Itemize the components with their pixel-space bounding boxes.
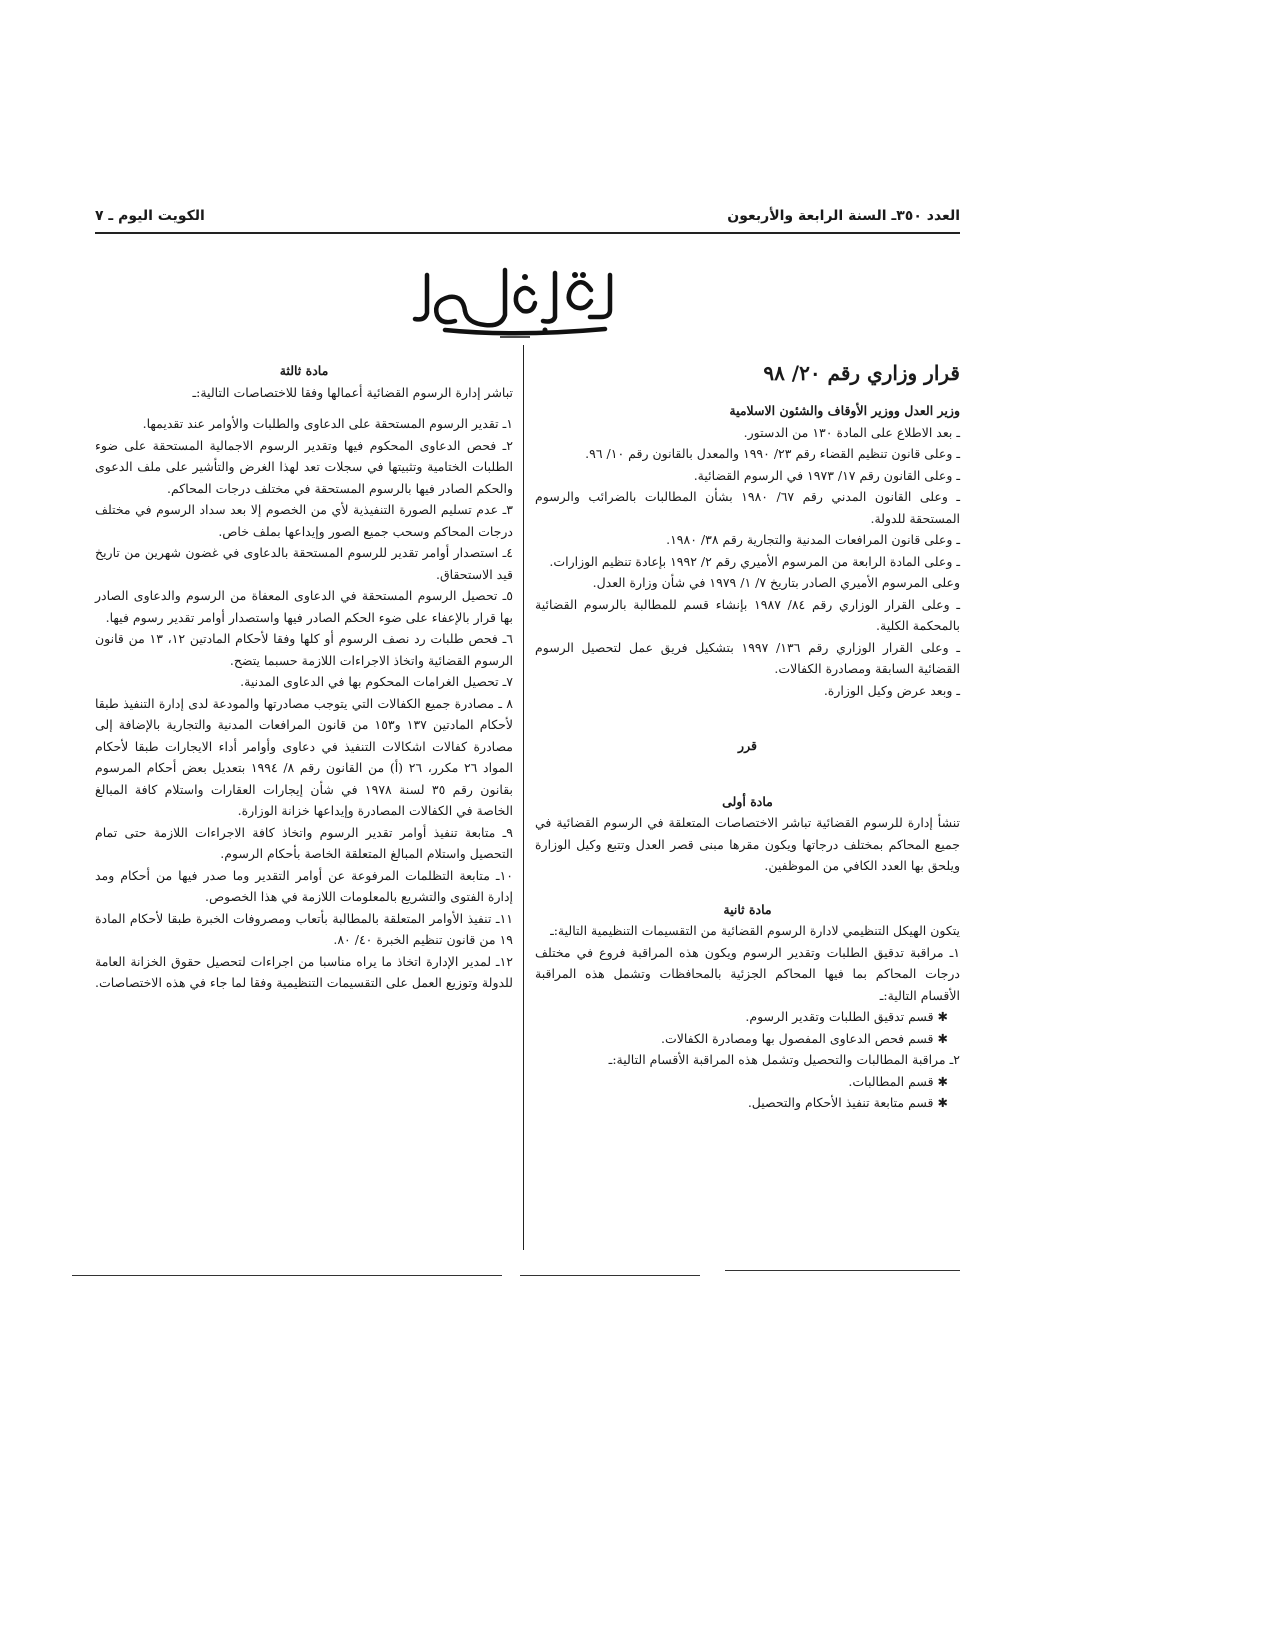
publication-header: الكويت اليوم ـ ٧ bbox=[95, 208, 205, 224]
article-3-item: ١٢ـ لمدير الإدارة اتخاذ ما يراه مناسبا من اجراءات لتحصيل حقوق الخزانة العامة للدولة وتوزيع العمل على التقسيمات التنظيمية وفقا لما جاء في هذه الاختصاصات. bbox=[95, 953, 513, 990]
decree-title: قرار وزاري رقم ٢٠/ ٩٨ bbox=[763, 361, 960, 385]
right-column bbox=[535, 360, 960, 1114]
decree-intro: وزير العدل ووزير الأوقاف والشئون الاسلامية bbox=[729, 403, 960, 418]
footer-divider bbox=[72, 1275, 502, 1276]
section-label: قسم متابعة تنفيذ الأحكام والتحصيل. bbox=[747, 1095, 934, 1110]
article-1-heading: مادة أولى bbox=[722, 793, 773, 809]
recital: ـ وعلى المادة الرابعة من المرسوم الأميري رقم ٢/ ١٩٩٢ بإعادة تنظيم الوزارات. bbox=[549, 553, 960, 569]
recital: ـ وعلى قانون تنظيم القضاء رقم ٢٣/ ١٩٩٠ والمعدل بالقانون رقم ١٠/ ٩٦. bbox=[585, 446, 960, 461]
article-3-item: ٧ـ تحصيل الغرامات المحكوم بها في الدعاوى المدنية. bbox=[240, 674, 513, 689]
article-3-heading: مادة ثالثة bbox=[279, 363, 329, 378]
resolved-heading: قرر bbox=[738, 738, 757, 753]
left-column bbox=[95, 360, 513, 994]
section-bullet bbox=[535, 1071, 960, 1093]
section-bullet bbox=[535, 1006, 960, 1028]
section-label: قسم فحص الدعاوى المفصول بها ومصادرة الكفالات. bbox=[660, 1030, 934, 1046]
article-2-item-2: ٢ـ مراقبة المطالبات والتحصيل وتشمل هذه المراقبة الأقسام التالية:ـ bbox=[608, 1052, 960, 1067]
recital: وعلى المرسوم الأميري الصادر بتاريخ ٧/ ١/ ١٩٧٩ في شأن وزارة العدل. bbox=[592, 575, 960, 590]
recital: ـ وعلى القانون رقم ١٧/ ١٩٧٣ في الرسوم القضائية. bbox=[693, 467, 960, 483]
section-label: قسم تدقيق الطلبات وتقدير الرسوم. bbox=[745, 1009, 934, 1024]
recital: ـ وعلى القرار الوزاري رقم ٨٤/ ١٩٨٧ بإنشاء قسم للمطالبة بالرسوم القضائية بالمحكمة الكلية. bbox=[535, 596, 961, 633]
article-3-item: ١١ـ تنفيذ الأوامر المتعلقة بالمطالبة بأتعاب ومصروفات الخبرة طبقا لأحكام المادة ١٩ من قانون تنظيم الخبرة ٤٠/ ٨٠. bbox=[95, 910, 513, 947]
section-bullet bbox=[535, 1092, 960, 1114]
asterisk-bullet-icon: ✱ bbox=[933, 1009, 948, 1024]
section-label: قسم المطالبات. bbox=[848, 1073, 934, 1089]
column-divider bbox=[523, 345, 524, 1250]
article-3-item: ٢ـ فحص الدعاوى المحكوم فيها وتقدير الرسوم الاجمالية المستحقة على ضوء الطلبات الختامية وتثبيتها في سجلات تعد لهذا الغرض والتأشير على ملف الدعوى والحكم الصادر فيها بالرسوم المستحقة في مختلف درجات المحاكم. bbox=[95, 437, 513, 496]
issue-header: العدد ٣٥٠ـ السنة الرابعة والأربعون bbox=[727, 208, 960, 224]
recital: ـ وعلى قانون المرافعات المدنية والتجارية رقم ٣٨/ ١٩٨٠. bbox=[666, 532, 960, 547]
asterisk-bullet-icon: ✱ bbox=[933, 1073, 948, 1089]
article-3-item: ٨ ـ مصادرة جميع الكفالات التي يتوجب مصادرتها والمودعة لدى إدارة التنفيذ طبقا لأحكام المادتين ١٣٧ و١٥٣ من قانون المرافعات المدنية والتجارية بالإضافة إلى مصادرة كفالات اشكالات التنفيذ في دعاوى وأوامر أداء الايجارات طبقا لأحكام المواد ٢٦ مكرر، ٢٦ (أ) من القانون رقم ٨/ ١٩٩٤ بتعديل بعض أحكام المرسوم بقانون رقم ٣٥ لسنة ١٩٧٨ في شأن إيجارات العقارات واستلام كافة المبالغ الخاصة في الكفالات المصادرة وإيداعها خزانة الوزارة. bbox=[95, 695, 514, 818]
article-3-item: ١ـ تقدير الرسوم المستحقة على الدعاوى والطلبات والأوامر عند تقديمها. bbox=[142, 416, 513, 431]
article-2-text: يتكون الهيكل التنظيمي لادارة الرسوم القضائية من التقسيمات التنظيمية التالية:ـ bbox=[550, 923, 960, 938]
article-3-item: ٩ـ متابعة تنفيذ أوامر تقدير الرسوم واتخاذ كافة الاجراءات اللازمة حتى تمام التحصيل واستلام المبالغ المتعلقة الخاصة بأحكام الرسوم. bbox=[95, 824, 513, 861]
footer-divider bbox=[520, 1275, 700, 1276]
recital: ـ بعد الاطلاع على المادة ١٣٠ من الدستور. bbox=[743, 424, 960, 440]
footer-divider bbox=[725, 1270, 960, 1271]
article-2-heading: مادة ثانية bbox=[723, 901, 772, 917]
section-bullet bbox=[535, 1028, 960, 1050]
recital: ـ وبعد عرض وكيل الوزارة. bbox=[823, 682, 960, 698]
ministry-calligraphy-logo bbox=[405, 255, 625, 340]
article-2-item-1: ١ـ مراقبة تدقيق الطلبات وتقدير الرسوم ويكون هذه المراقبة فروع في مختلف درجات المحاكم بما فيها المحاكم الجزئية بالمحافظات وتشمل هذه المراقبة الأقسام التالية:ـ bbox=[535, 944, 960, 1003]
asterisk-bullet-icon: ✱ bbox=[933, 1095, 948, 1110]
article-3-item: ٦ـ فحص طلبات رد نصف الرسوم أو كلها وفقا لأحكام المادتين ١٢، ١٣ من قانون الرسوم القضائية واتخاذ الاجراءات اللازمة حسبما يتضح. bbox=[95, 631, 513, 668]
recital: ـ وعلى القرار الوزاري رقم ١٣٦/ ١٩٩٧ بتشكيل فريق عمل لتحصيل الرسوم القضائية السابقة ومصادرة الكفالات. bbox=[535, 639, 960, 676]
article-3-text: تباشر إدارة الرسوم القضائية أعمالها وفقا للاختصاصات التالية:ـ bbox=[192, 384, 513, 400]
article-1-text: تنشأ إدارة للرسوم القضائية تباشر الاختصاصات المتعلقة في الرسوم القضائية في جميع المحاكم بمختلف درجاتها ويكون مقرها مبنى قصر العدل وتتبع وكيل الوزارة ويلحق بها العدد الكافي من الموظفين. bbox=[535, 815, 960, 873]
article-3-item: ٤ـ استصدار أوامر تقدير للرسوم المستحقة بالدعاوى في غضون شهرين من تاريخ قيد الاستحقاق. bbox=[95, 545, 513, 582]
asterisk-bullet-icon: ✱ bbox=[933, 1030, 948, 1046]
article-3-item: ١٠ـ متابعة التظلمات المرفوعة عن أوامر التقدير وما صدر فيها من أحكام ومد إدارة الفتوى والتشريع بالمعلومات اللازمة في هذا الخصوص. bbox=[95, 867, 513, 904]
recital: ـ وعلى القانون المدني رقم ٦٧/ ١٩٨٠ بشأن المطالبات بالضرائب والرسوم المستحقة للدولة. bbox=[535, 489, 961, 526]
header-divider bbox=[95, 232, 960, 234]
article-3-item: ٥ـ تحصيل الرسوم المستحقة في الدعاوى المعفاة من الرسوم والدعاوى الصادر بها قرار بالإعفاء على ضوء الحكم الصادر فيها واستصدار أوامر تقدير رسوم فيها. bbox=[95, 588, 513, 625]
article-3-item: ٣ـ عدم تسليم الصورة التنفيذية لأي من الخصوم إلا بعد سداد الرسوم في مختلف درجات المحاكم وسحب جميع الصور وإيداعها بملف خاص. bbox=[95, 502, 513, 539]
